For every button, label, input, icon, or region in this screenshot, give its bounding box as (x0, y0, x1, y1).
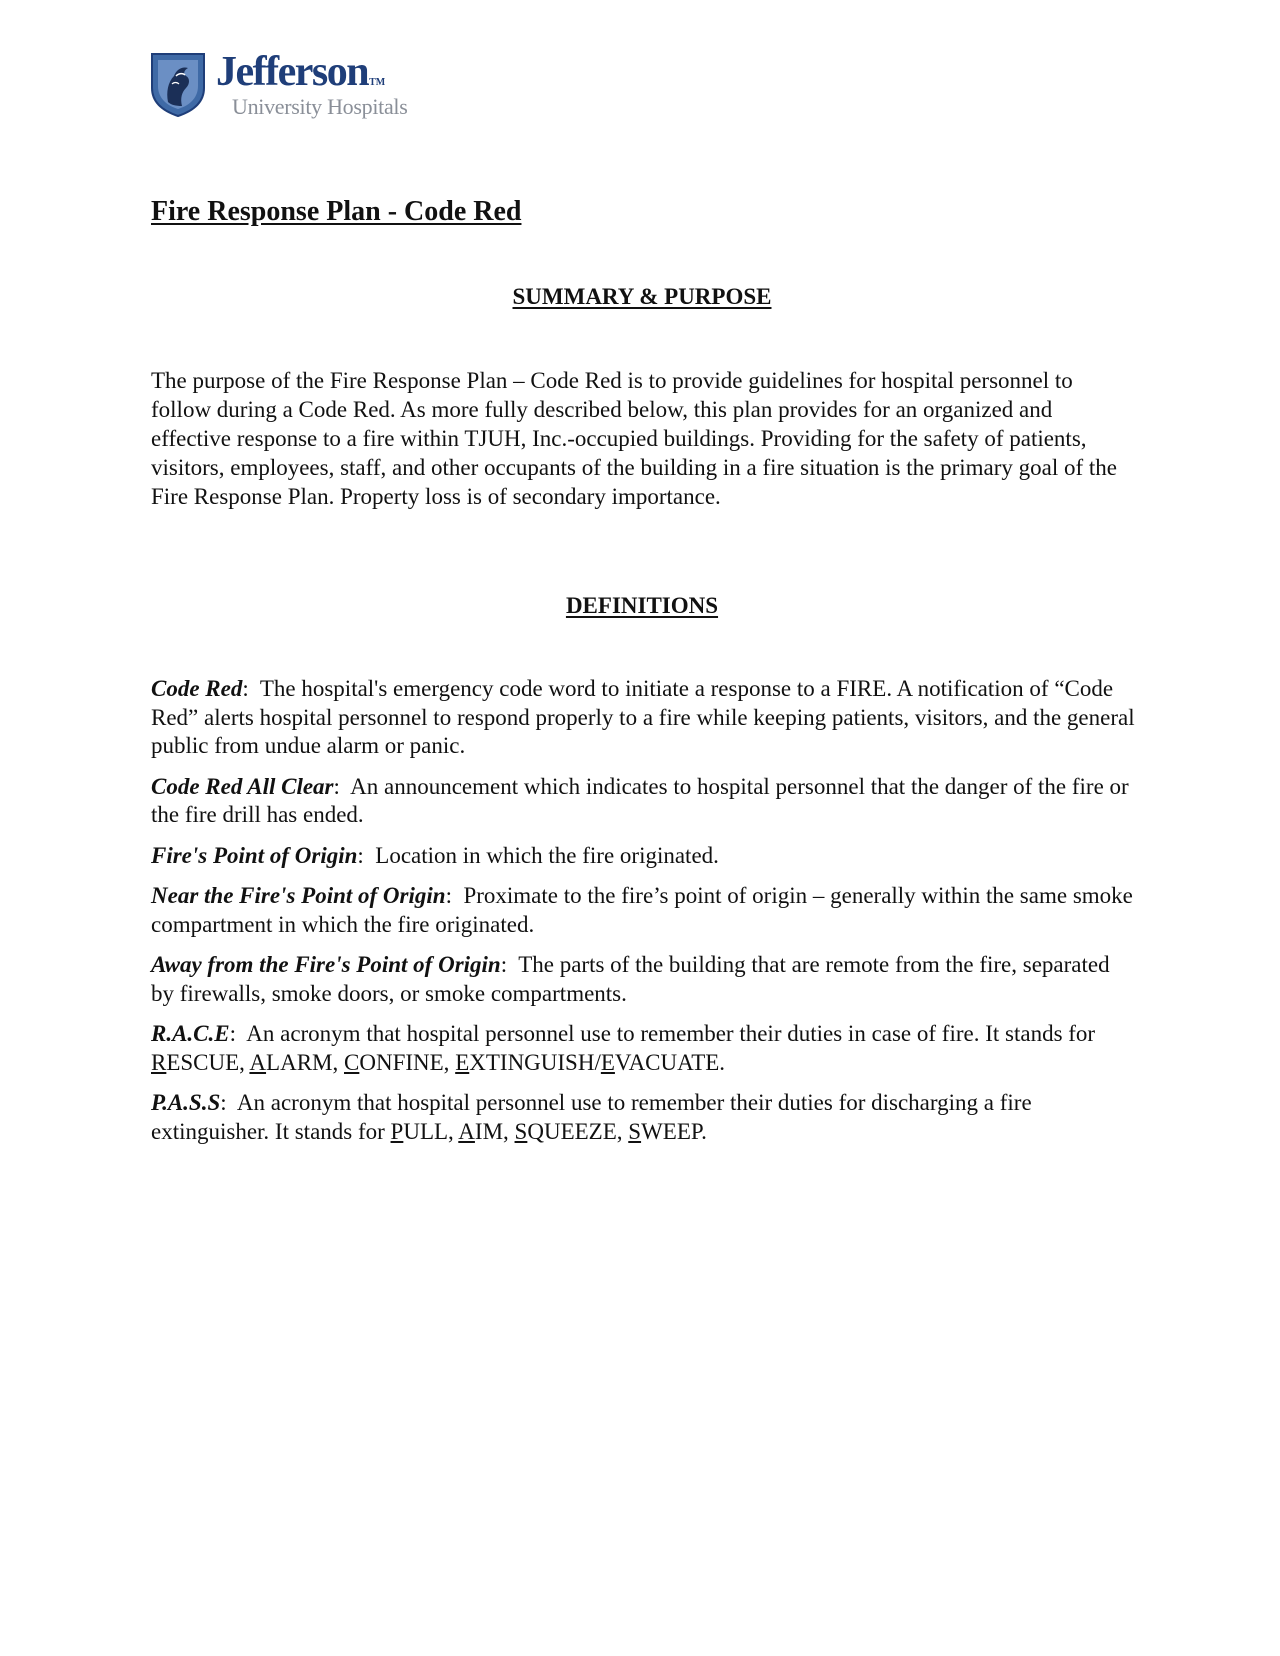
definition-item: Away from the Fire's Point of Origin: The parts of the building that are remote from the fire, separated by firewalls, smoke doors, or smoke compartments. (151, 952, 1110, 1006)
definitions-list (151, 675, 1136, 1158)
acronym-word-rest: QUEEZE, (527, 1118, 629, 1144)
acronym-letter: S (628, 1118, 642, 1144)
definition-text: Location in which the fire originated. (375, 842, 719, 868)
acronym-letter: P (390, 1118, 404, 1144)
acronym-letter: E (600, 1049, 615, 1075)
definition-text: Proximate to the fire’s point of origin – generally within the same smoke compartment in which the fire originated. (151, 883, 1133, 937)
acronym-letter: A (458, 1118, 475, 1144)
definition-term: P.A.S.S (151, 1090, 221, 1115)
acronym-word-rest: WEEP. (641, 1118, 707, 1144)
definition-term: Code Red All Clear (151, 773, 334, 799)
definition-item: Near the Fire's Point of Origin: Proximate to the fire’s point of origin – generally within the same smoke compartment in which the fire originated. (151, 883, 1133, 937)
logo-trademark: TM (369, 77, 386, 88)
document-title: Fire Response Plan - Code Red (151, 196, 522, 227)
acronym-word-rest: ULL, (403, 1118, 459, 1144)
definition-text: An announcement which indicates to hospital personnel that the danger of the fire or the fire drill has ended. (151, 773, 1129, 827)
definition-item-pass: P.A.S.S: An acronym that hospital personnel use to remember their duties for discharging a fire extinguisher. It stands for PULL, AIM, SQUEEZE, SWEEP. (151, 1090, 1032, 1144)
definition-term: R.A.C.E (151, 1021, 230, 1046)
definitions-heading: DEFINITIONS (565, 593, 719, 618)
acronym-word-rest: LARM, (266, 1049, 344, 1075)
definition-term: Near the Fire's Point of Origin (151, 883, 446, 908)
definition-term: Code Red (151, 676, 243, 701)
definition-term: Away from the Fire's Point of Origin (151, 952, 501, 977)
acronym-word-rest: ONFINE, (359, 1049, 456, 1075)
logo-subtitle: University Hospitals (232, 94, 408, 119)
acronym-letter: S (514, 1118, 528, 1144)
acronym-letter: E (455, 1049, 470, 1075)
definition-text: The parts of the building that are remote from the fire, separated by firewalls, smoke doors, or smoke compartments. (151, 952, 1110, 1006)
logo-wordmark (216, 48, 385, 96)
definition-term: Fire's Point of Origin (151, 842, 358, 868)
definition-text: An acronym that hospital personnel use to remember their duties for discharging a fire extinguisher. It stands for (151, 1090, 1032, 1144)
acronym-letter: A (249, 1049, 267, 1075)
definition-text: An acronym that hospital personnel use to remember their duties in case of fire. It stands for (246, 1021, 1096, 1046)
acronym-word-rest: ESCUE, (166, 1049, 250, 1075)
acronym-word-rest: VACUATE. (614, 1049, 726, 1075)
race-acronym-expansion (151, 1050, 725, 1075)
jefferson-logo (150, 49, 430, 124)
acronym-word-rest: IM, (474, 1118, 515, 1144)
acronym-letter: R (151, 1049, 167, 1075)
definition-item: Code Red: The hospital's emergency code word to initiate a response to a FIRE. A notification of “Code Red” alerts hospital personnel to respond properly to a fire while keeping patients, visitors, and the general public from undue alarm or panic. (151, 676, 1135, 758)
acronym-word-rest: XTINGUISH/ (469, 1049, 601, 1075)
pass-acronym-expansion (391, 1119, 707, 1144)
acronym-letter: C (344, 1049, 360, 1075)
definition-item: Fire's Point of Origin: Location in which the fire originated. (151, 842, 719, 868)
definition-item-race: R.A.C.E: An acronym that hospital personnel use to remember their duties in case of fire. It stands for RESCUE, ALARM, CONFINE, EXTINGUISH/EVACUATE. (151, 1021, 1096, 1075)
shield-emblem-icon (150, 52, 206, 118)
summary-heading: SUMMARY & PURPOSE (512, 284, 772, 309)
definition-text: The hospital's emergency code word to initiate a response to a FIRE. A notification of “Code Red” alerts hospital personnel to respond properly to a fire while keeping patients, visitors, and the general public from undue alarm or panic. (151, 676, 1135, 758)
logo-name: Jefferson (216, 49, 369, 95)
purpose-paragraph: The purpose of the Fire Response Plan – Code Red is to provide guidelines for hospital personnel to follow during a Code Red. As more fully described below, this plan provides for an organized and effective response to a fire within TJUH, Inc.-occupied buildings. Providing for the safety of patients, visitors, employees, staff, and other occupants of the building in a fire situation is the primary goal of the Fire Response Plan. Property loss is of secondary importance. (151, 368, 1117, 509)
definition-item: Code Red All Clear: An announcement which indicates to hospital personnel that the danger of the fire or the fire drill has ended. (151, 773, 1129, 827)
